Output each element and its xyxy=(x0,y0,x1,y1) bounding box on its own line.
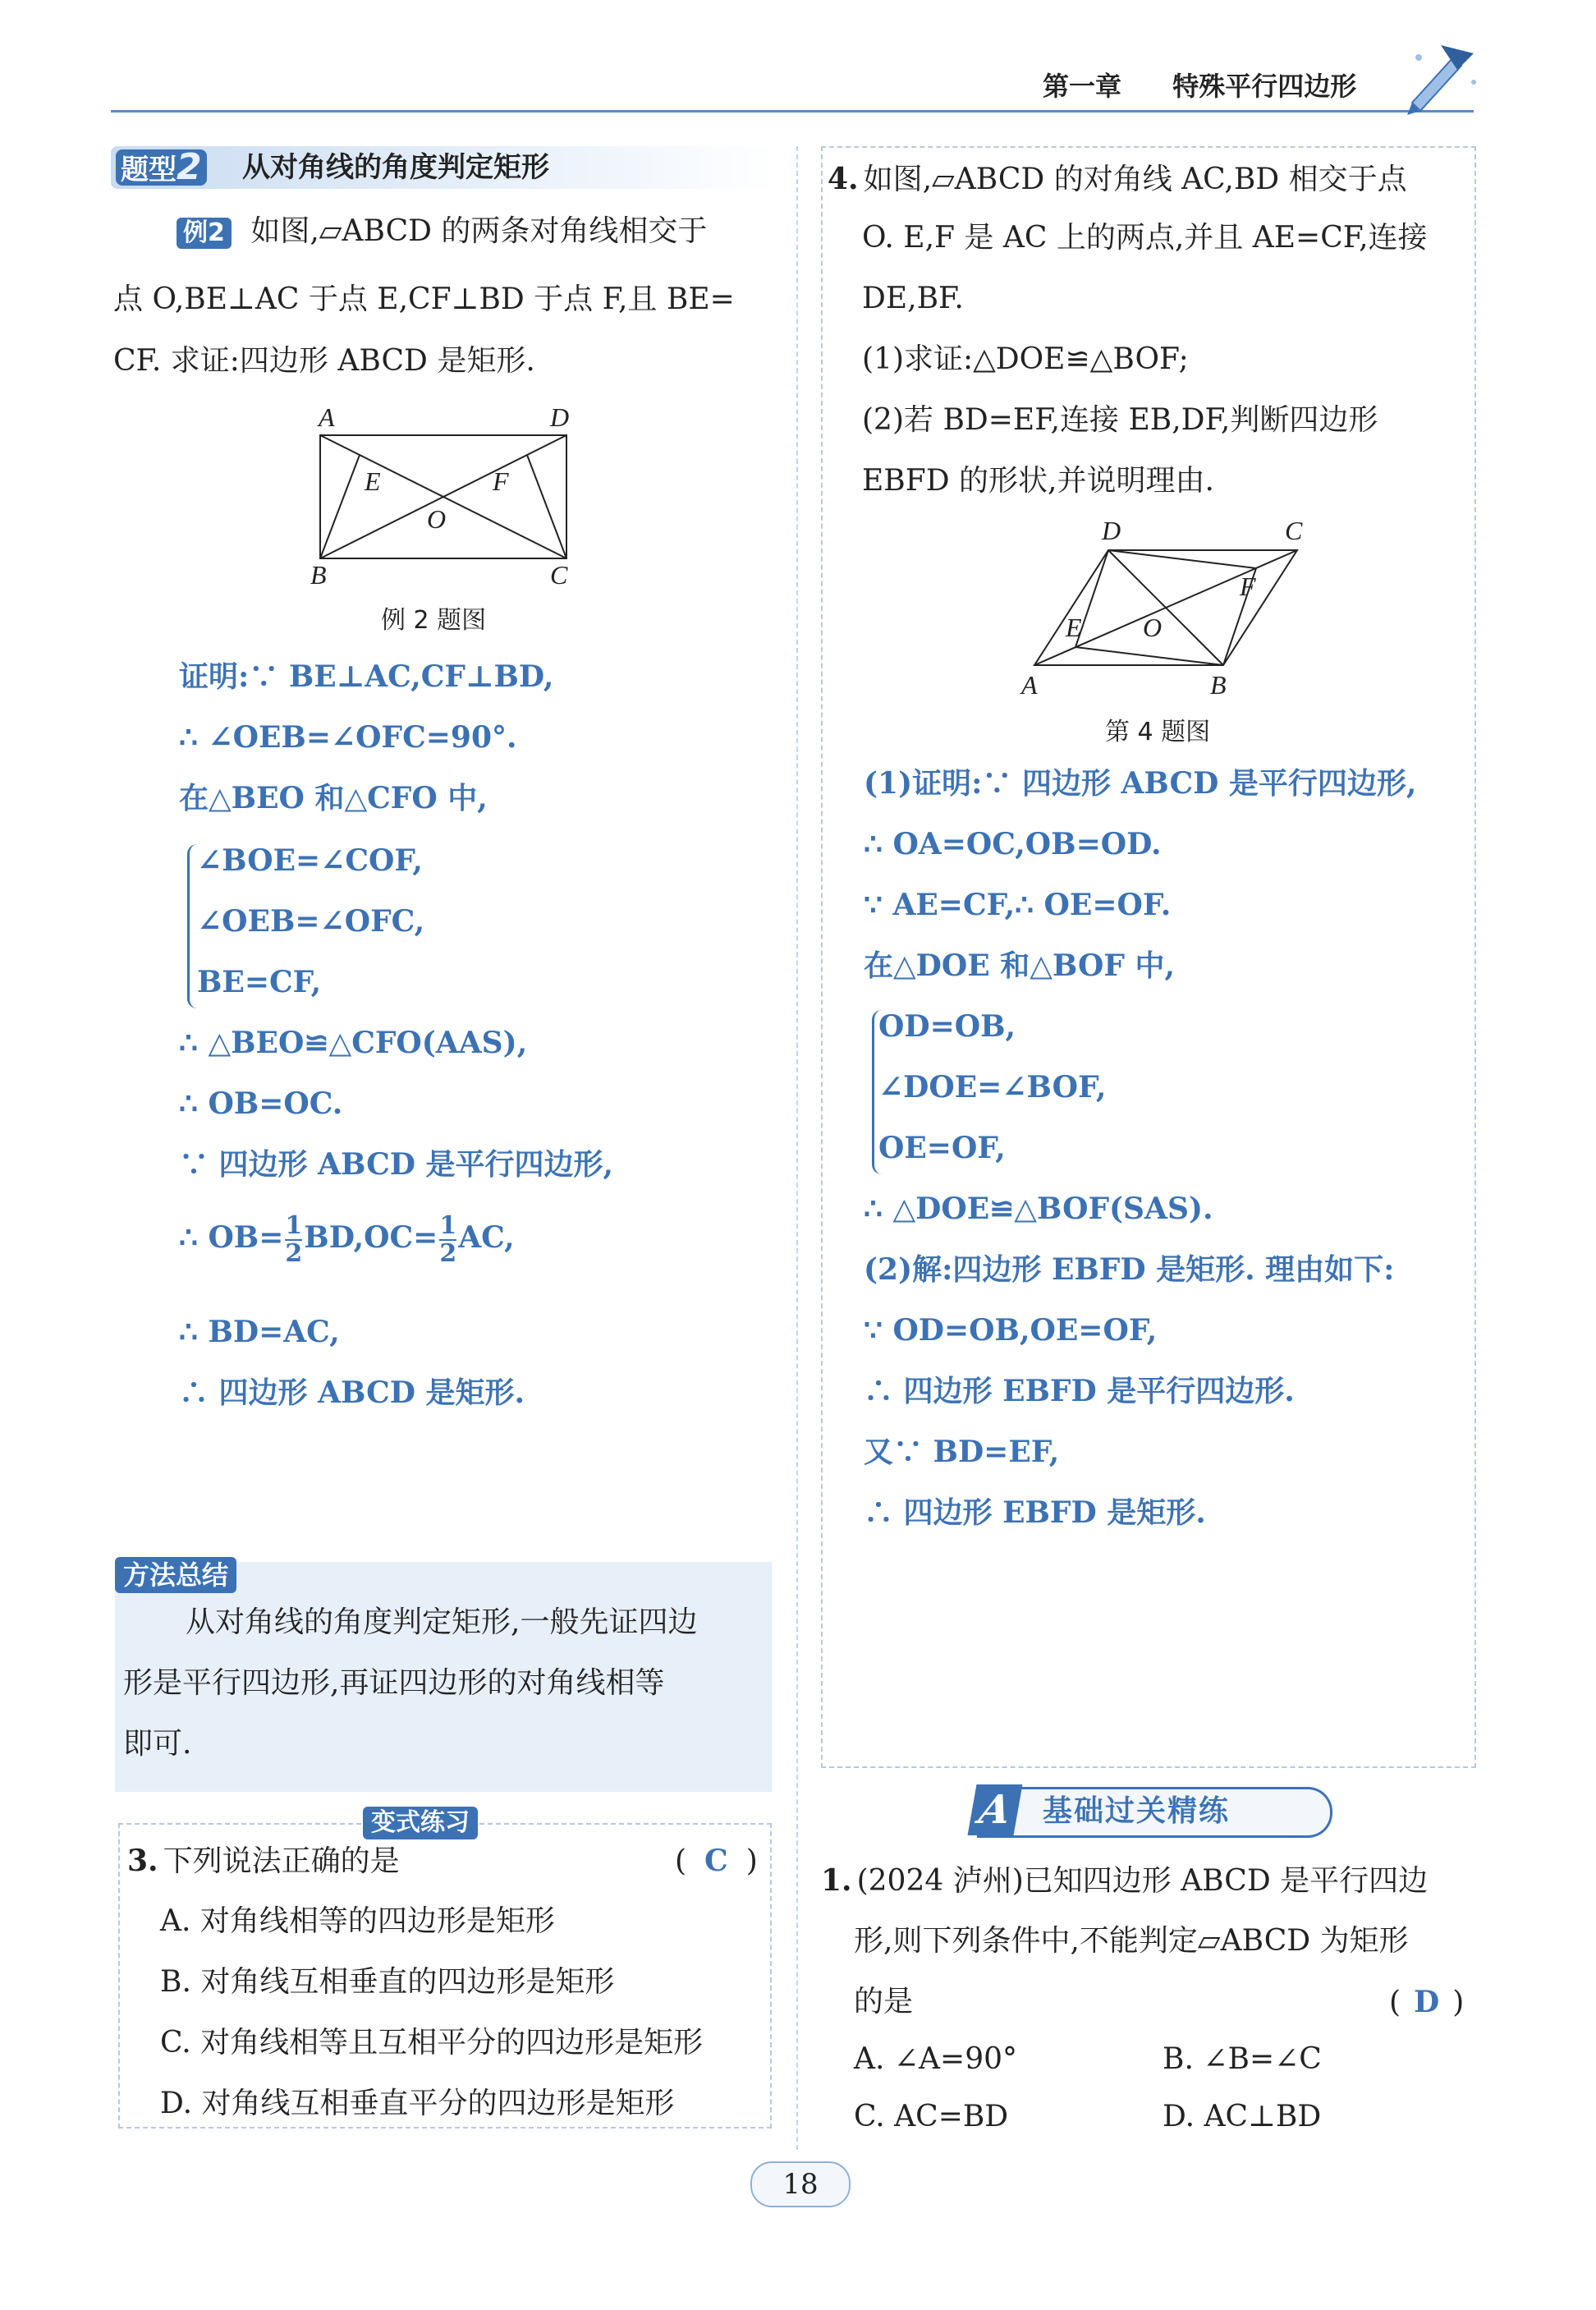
basics-option-b: B. ∠B=∠C xyxy=(1163,2042,1322,2076)
fig2-label-B: B xyxy=(310,560,327,590)
q4-line-6: EBFD 的形状,并说明理由. xyxy=(862,464,1214,498)
fig4-label-B: B xyxy=(1210,670,1227,700)
proof-line-8: ∴ BD=AC, xyxy=(179,1315,340,1349)
q4-solution-8: ∴ 四边形 EBFD 是平行四边形. xyxy=(864,1374,1295,1408)
q4-solution-9: 又∵ BD=EF, xyxy=(864,1435,1060,1469)
q4-solution-7: ∵ OD=OB,OE=OF, xyxy=(864,1313,1158,1348)
section-badge: 题型2 xyxy=(116,149,207,186)
fig2-label-D: D xyxy=(550,402,570,432)
variant-option-c: C. 对角线相等且互相平分的四边形是矩形 xyxy=(160,2026,704,2060)
variant-option-a: A. 对角线相等的四边形是矩形 xyxy=(160,1904,555,1938)
basics-q1-line-2: 形,则下列条件中,不能判定▱ABCD 为矩形 xyxy=(854,1924,1409,1958)
section-title: 从对角线的角度判定矩形 xyxy=(242,151,549,184)
basics-option-d: D. AC⊥BD xyxy=(1163,2100,1322,2133)
method-line-2: 形是平行四边形,再证四边形的对角线相等 xyxy=(123,1666,665,1700)
basics-answer-slot: ( D ) xyxy=(1389,1985,1465,2019)
fig4-label-F: F xyxy=(1240,572,1256,601)
header-rule xyxy=(111,110,1474,113)
fig2-label-C: C xyxy=(550,560,568,590)
page-header xyxy=(0,0,1596,123)
variant-answer-slot: ( C ) xyxy=(675,1844,758,1878)
basics-answer: D xyxy=(1414,1985,1440,2019)
q4-line-5: (2)若 BD=EF,连接 EB,DF,判断四边形 xyxy=(862,403,1378,437)
basics-badge: A xyxy=(968,1784,1023,1835)
proof-line-4: ∴ △BEO≌△CFO(AAS), xyxy=(179,1026,528,1060)
section-heading xyxy=(111,146,776,189)
proof-line-6: ∵ 四边形 ABCD 是平行四边形, xyxy=(179,1147,614,1182)
q4-brace-line-3: OE=OF, xyxy=(878,1131,1006,1165)
basics-title: 基础过关精练 xyxy=(1043,1794,1231,1828)
example-line-3: CF. 求证:四边形 ABCD 是矩形. xyxy=(113,344,535,378)
q4-line-2: O. E,F 是 AC 上的两点,并且 AE=CF,连接 xyxy=(862,221,1428,255)
fraction-half: $\frac{1}{2}$ xyxy=(439,1211,457,1268)
question-4-caption: 第 4 题图 xyxy=(1105,718,1211,746)
fig4-label-O: O xyxy=(1143,613,1163,642)
q4-solution-1: (1)证明:∵ 四边形 ABCD 是平行四边形, xyxy=(864,766,1417,801)
fig2-label-E: E xyxy=(365,466,381,496)
basics-q1-line-3: 的是 xyxy=(854,1985,914,2018)
fig2-label-A: A xyxy=(319,402,335,432)
example-2-figure xyxy=(304,402,591,599)
proof-line-5: ∴ OB=OC. xyxy=(179,1086,343,1121)
variant-practice-title: 变式练习 xyxy=(363,1807,478,1839)
example-2-caption: 例 2 题图 xyxy=(381,606,487,635)
q4-solution-4: 在△DOE 和△BOF 中, xyxy=(864,948,1176,983)
proof-line-9: ∴ 四边形 ABCD 是矩形. xyxy=(179,1375,525,1410)
example-line-1: 例2 如图,▱ABCD 的两条对角线相交于 xyxy=(177,215,707,249)
variant-question: 3. 下列说法正确的是 xyxy=(127,1844,400,1878)
q4-brace-line-2: ∠DOE=∠BOF, xyxy=(878,1070,1107,1104)
q4-brace-line-1: OD=OB, xyxy=(878,1009,1016,1044)
example-badge: 例2 xyxy=(177,218,232,249)
q4-solution-6: (2)解:四边形 EBFD 是矩形. 理由如下: xyxy=(864,1252,1395,1287)
q4-line-3: DE,BF. xyxy=(862,282,964,315)
fig4-label-D: D xyxy=(1102,516,1121,545)
basics-heading xyxy=(977,1787,1332,1838)
q4-line-1: 4. 如图,▱ABCD 的对角线 AC,BD 相交于点 xyxy=(828,162,1407,196)
column-divider xyxy=(796,146,798,2150)
variant-option-d: D. 对角线互相垂直平分的四边形是矩形 xyxy=(160,2087,675,2120)
fig2-label-O: O xyxy=(427,504,447,534)
fig2-label-F: F xyxy=(493,466,509,496)
chapter-title: 特殊平行四边形 xyxy=(1172,71,1357,102)
basics-option-a: A. ∠A=90° xyxy=(854,2042,1018,2076)
method-line-3: 即可. xyxy=(123,1727,192,1761)
fraction-half: $\frac{1}{2}$ xyxy=(285,1211,303,1268)
proof-brace-line-2: ∠OEB=∠OFC, xyxy=(197,904,425,939)
fig4-label-E: E xyxy=(1066,613,1082,642)
proof-line-3: 在△BEO 和△CFO 中, xyxy=(179,781,488,815)
proof-line-2: ∴ ∠OEB=∠OFC=90°. xyxy=(179,720,517,755)
page-number: 18 xyxy=(782,2168,819,2201)
chapter-number: 第一章 xyxy=(1043,71,1122,102)
method-summary-title: 方法总结 xyxy=(115,1557,236,1593)
variant-option-b: B. 对角线互相垂直的四边形是矩形 xyxy=(160,1965,615,1999)
proof-line-1: 证明:∵ BE⊥AC,CF⊥BD, xyxy=(179,659,554,694)
q4-solution-2: ∴ OA=OC,OB=OD. xyxy=(864,827,1162,861)
q4-line-4: (1)求证:△DOE≌△BOF; xyxy=(862,342,1189,376)
proof-brace-line-3: BE=CF, xyxy=(197,965,322,999)
variant-answer: C xyxy=(704,1844,728,1878)
q4-solution-3: ∵ AE=CF,∴ OE=OF. xyxy=(864,888,1172,922)
method-summary-box xyxy=(115,1559,772,1792)
pencil-hat-icon xyxy=(1396,33,1486,115)
proof-brace-line-1: ∠BOE=∠COF, xyxy=(197,843,423,878)
question-4-figure xyxy=(1018,509,1330,698)
page-number-cloud xyxy=(750,2161,851,2207)
basics-option-c: C. AC=BD xyxy=(854,2100,1009,2133)
q4-solution-5: ∴ △DOE≌△BOF(SAS). xyxy=(864,1192,1213,1226)
basics-q1-line-1: 1. (2024 泸州)已知四边形 ABCD 是平行四边 xyxy=(821,1863,1429,1898)
fig4-label-C: C xyxy=(1285,516,1303,545)
proof-line-7: ∴ OB= $\frac{1}{2}$ BD,OC= $\frac{1}{2}$ AC, xyxy=(179,1211,515,1268)
q4-solution-10: ∴ 四边形 EBFD 是矩形. xyxy=(864,1495,1206,1530)
fig4-label-A: A xyxy=(1021,670,1038,700)
method-line-1: 从对角线的角度判定矩形,一般先证四边 xyxy=(186,1605,698,1639)
example-line-2: 点 O,BE⊥AC 于点 E,CF⊥BD 于点 F,且 BE= xyxy=(113,282,735,316)
